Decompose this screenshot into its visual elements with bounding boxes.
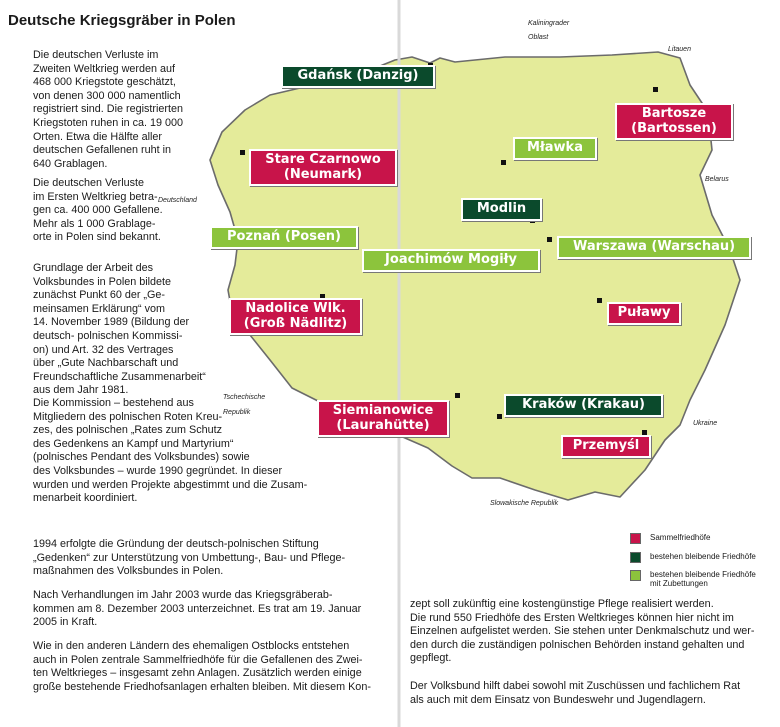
- dot-krakow: [497, 414, 502, 419]
- legend-label-light: bestehen bleibende Friedhöfe mit Zubettungen: [650, 570, 756, 588]
- city-pulawy: Puławy: [607, 302, 681, 325]
- paragraph-volksbund: Der Volksbund hilft dabei sowohl mit Zuschüssen und fachlichem Rat als auch mit dem Einsatz von Bundeswehr und Jugendlagern.: [410, 680, 741, 706]
- label-ukraine: Ukraine: [693, 420, 718, 427]
- city-gdansk: Gdańsk (Danzig): [281, 65, 435, 88]
- paragraph-stiftung: 1994 erfolgte die Gründung der deutsch-polnischen Stiftung „Gedenken“ zur Unterstützung von Umbettung-, Bau- und Pflege- maßnahmen des Volksbundes in Polen.: [33, 538, 346, 578]
- dot-stare-czarnowo: [240, 150, 245, 155]
- legend-label-red: Sammelfriedhöfe: [650, 533, 711, 542]
- city-warszawa: Warszawa (Warschau): [557, 236, 751, 259]
- paragraph-konzept: zept soll zukünftig eine kostengünstige Pflege realisiert werden. Die rund 550 Friedhöfe des Ersten Weltkrieges können hier nicht im Einzelnen aufgelistet werden. Sie stehen unter Denkmalschutz und wer- den durch die zuständigen polnischen Behörden instand gehalten und gepflegt.: [410, 598, 755, 665]
- city-krakow: Kraków (Krakau): [504, 394, 663, 417]
- city-poznan: Poznań (Posen): [210, 226, 358, 249]
- legend-swatch-red: [630, 533, 641, 544]
- city-modlin: Modlin: [461, 198, 542, 221]
- city-mlawka: Mławka: [513, 137, 597, 160]
- city-bartosze: Bartosze (Bartossen): [615, 103, 733, 140]
- dot-mlawka: [501, 160, 506, 165]
- paragraph-grundlage: Grundlage der Arbeit des Volksbundes in Polen bildete zunächst Punkt 60 der „Ge- meinsamen Erklärung“ vom 14. November 1989 (Bildung der deutsch- polnischen Kommissi- on) und Art. 32 des Vertrages über „Gute Nachbarschaft und Freundschaftliche Zusammenarbeit“ aus dem Jahr 1981.: [33, 262, 206, 397]
- paragraph-kommission: Die Kommission – bestehend aus Mitgliedern des polnischen Roten Kreu- zes, des polnischen „Rates zum Schutz des Gedenkens an Kampf und Martyrium“ (polnisches Pendant des Volksbundes) sowie des Volksbundes – wurde 1990 gegründet. In dieser wurden und werden Projekte abgestimmt und die Zusam- menarbeit koordiniert.: [33, 397, 308, 505]
- page-title: Deutsche Kriegsgräber in Polen: [8, 12, 236, 29]
- paragraph-ostblock: Wie in den anderen Ländern des ehemaligen Ostblocks entstehen auch in Polen zentrale Sammelfriedhöfe für die Gefallenen des Zwei- ten Weltkrieges – insgesamt zehn Anlagen. Zusätzlich werden einige große bestehende Friedhofsanlagen erhalten bleiben. Mit diesem Kon-: [33, 640, 371, 693]
- label-litauen: Litauen: [668, 46, 691, 53]
- dot-pulawy: [597, 298, 602, 303]
- label-belarus: Belarus: [705, 176, 729, 183]
- city-siemianowice: Siemianowice (Laurahütte): [317, 400, 449, 437]
- city-nadolice: Nadolice Wlk. (Groß Nädlitz): [229, 298, 362, 335]
- dot-siemianowice: [455, 393, 460, 398]
- city-stare-czarnowo: Stare Czarnowo (Neumark): [249, 149, 397, 186]
- label-tschechien: Tschechische Republik: [223, 394, 266, 416]
- legend-swatch-light: [630, 570, 641, 581]
- label-deutschland: Deutschland: [158, 197, 197, 204]
- legend-label-dark: bestehen bleibende Friedhöfe: [650, 552, 756, 561]
- legend-swatch-dark: [630, 552, 641, 563]
- label-slowakei: Slowakische Republik: [490, 500, 559, 507]
- paragraph-ww2: Die deutschen Verluste im Zweiten Weltkrieg werden auf 468 000 Kriegstote geschätzt, von denen 300 000 namentlich registriert sind. Die registrierten Kriegstoten ruhen in ca. 19 000 Orten. Etwa die Hälfte aller deutschen Gefallenen ruht in 640 Grablagen.: [33, 49, 184, 170]
- paragraph-ww1: Die deutschen Verluste im Ersten Weltkrieg betra- gen ca. 400 000 Gefallene. Mehr als 1 000 Grablage- orte in Polen sind bekannt.: [33, 177, 163, 244]
- dot-warszawa: [547, 237, 552, 242]
- city-przemysl: Przemyśl: [561, 435, 651, 458]
- paragraph-abkommen: Nach Verhandlungen im Jahr 2003 wurde das Kriegsgräberab- kommen am 8. Dezember 2003 unterzeichnet. Es trat am 19. Januar 2005 in Kraft.: [33, 589, 362, 629]
- label-kaliningrad: Kaliningrader Oblast: [528, 20, 570, 41]
- city-joachimow: Joachimów Mogiły: [362, 249, 540, 272]
- dot-bartosze: [653, 87, 658, 92]
